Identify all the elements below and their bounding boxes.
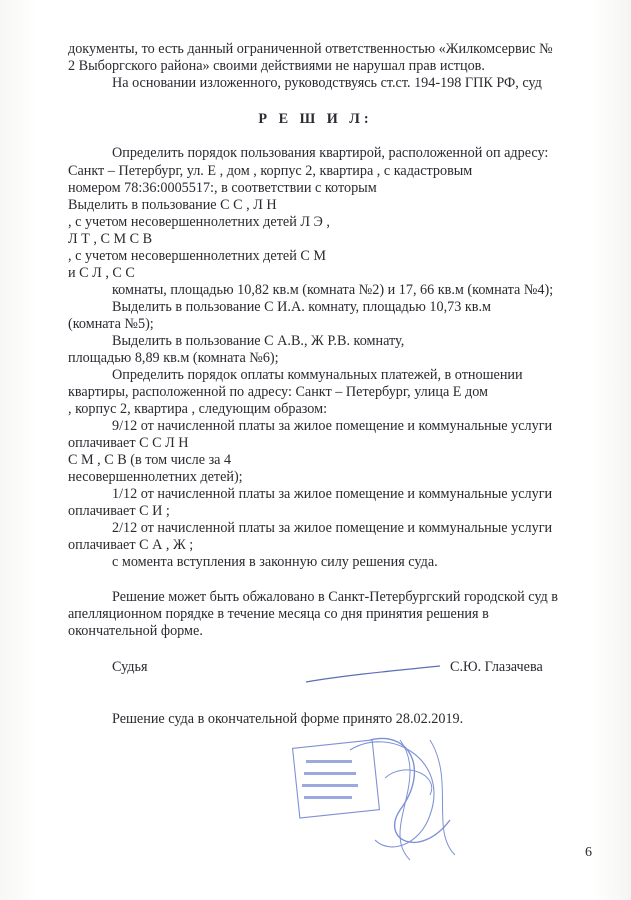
text-line: оплачивает С С Л Н <box>68 435 189 451</box>
text-line: На основании изложенного, руководствуясь ст.ст. 194-198 ГПК РФ, суд <box>112 75 542 91</box>
text-line: 9/12 от начисленной платы за жилое помещение и коммунальные услуги <box>112 418 553 434</box>
text-line: С М , С В (в том числе за 4 <box>68 452 232 468</box>
signature-stroke <box>300 652 450 692</box>
text-line: Л Т , С М С В <box>68 231 153 247</box>
page-number: 6 <box>585 845 592 860</box>
text-line: Определить порядок оплаты коммунальных платежей, в отношении <box>112 367 523 383</box>
text-line: , корпус 2, квартира , следующим образом: <box>68 401 328 417</box>
decision-heading: Р Е Ш И Л: <box>258 111 373 127</box>
text-line: комнаты, площадью 10,82 кв.м (комната №2) и 17, 66 кв.м (комната №4); <box>112 282 554 298</box>
text-line: 2/12 от начисленной платы за жилое помещение и коммунальные услуги <box>112 520 553 536</box>
text-line: 2 Выборгского района» своими действиями не нарушал прав истцов. <box>68 58 485 74</box>
text-line: (комната №5); <box>68 316 154 332</box>
text-line: документы, то есть данный ограниченной ответственностью «Жилкомсервис № <box>68 41 553 57</box>
text-line: , с учетом несовершеннолетних детей Л Э , <box>68 214 330 230</box>
text-line: Решение суда в окончательной форме принято 28.02.2019. <box>112 711 464 727</box>
text-line: номером 78:36:0005517:, в соответствии с которым <box>68 180 377 196</box>
text-line: 1/12 от начисленной платы за жилое помещение и коммунальные услуги <box>112 486 553 502</box>
text-line: Санкт – Петербург, ул. Е , дом , корпус 2, квартира , с кадастровым <box>68 163 473 179</box>
text-line: и С Л , С С <box>68 265 135 281</box>
text-line: площадью 8,89 кв.м (комната №6); <box>68 350 279 366</box>
text-line: оплачивает С И ; <box>68 503 170 519</box>
text-line: Выделить в пользование С С , Л Н <box>68 197 277 213</box>
text-line: Выделить в пользование С И.А. комнату, площадью 10,73 кв.м <box>112 299 491 315</box>
text-line: Определить порядок пользования квартирой, расположенной оп адресу: <box>112 145 549 161</box>
text-line: квартиры, расположенной по адресу: Санкт – Петербург, улица Е дом <box>68 384 489 400</box>
judge-name: С.Ю. Глазачева <box>450 659 543 675</box>
text-line: апелляционном порядке в течение месяца со дня принятия решения в <box>68 606 489 622</box>
text-line: Решение может быть обжаловано в Санкт-Петербургский городской суд в <box>112 589 558 605</box>
text-line: Выделить в пользование С А.В., Ж Р.В. комнату, <box>112 333 405 349</box>
judge-label: Судья <box>112 659 148 675</box>
text-line: , с учетом несовершеннолетних детей С М <box>68 248 326 264</box>
text-line: оплачивает С А , Ж ; <box>68 537 194 553</box>
text-line: окончательной форме. <box>68 623 203 639</box>
text-line: несовершеннолетних детей); <box>68 469 243 485</box>
court-stamp <box>280 720 480 870</box>
text-line: с момента вступления в законную силу решения суда. <box>112 554 438 570</box>
